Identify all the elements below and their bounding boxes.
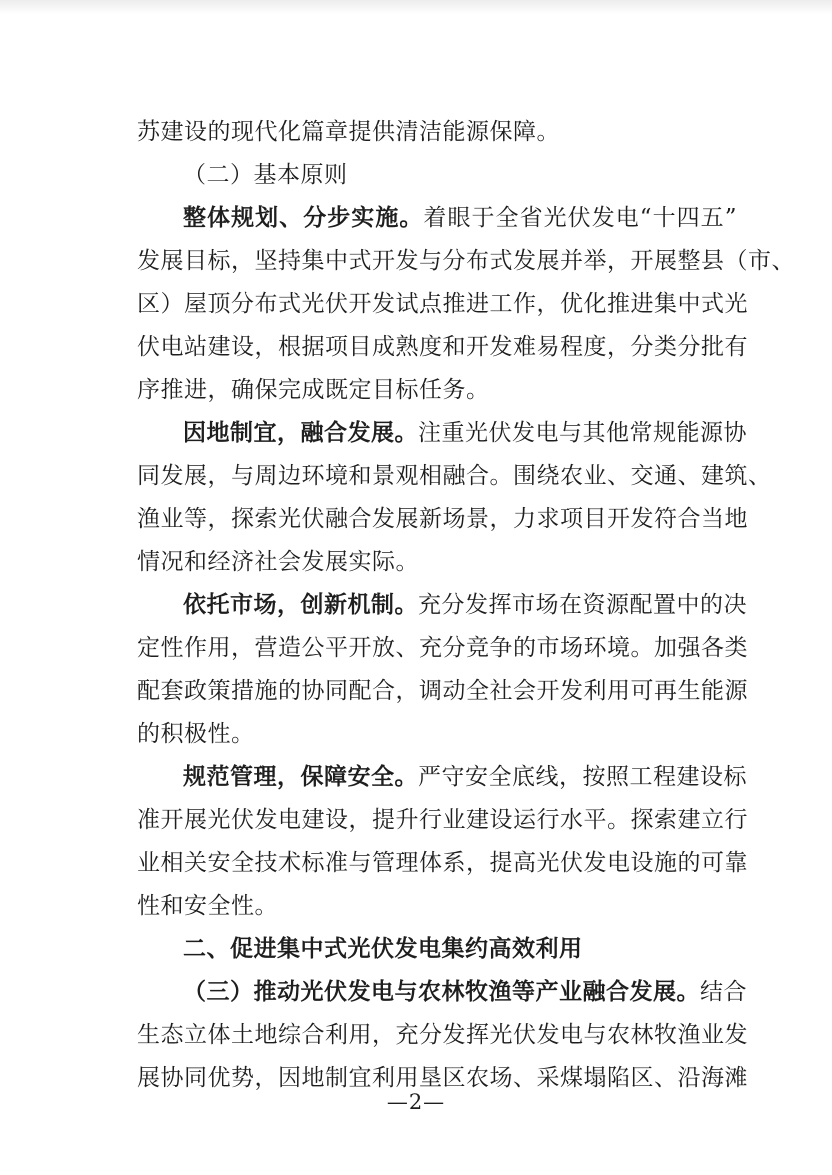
paragraph-line — [137, 112, 737, 152]
paragraph-line — [183, 972, 747, 1012]
paragraph-line — [137, 499, 748, 539]
paragraph-line — [137, 671, 748, 711]
body-text: 的积极性。 — [137, 721, 255, 747]
body-text: 定性作用，营造公平开放、充分竞争的市场环境。加强各类 — [137, 635, 748, 661]
paragraph-line — [137, 714, 737, 754]
body-text: 性和安全性。 — [137, 893, 278, 919]
section-heading-centralized-pv — [183, 929, 737, 969]
principle-title: 依托市场，创新机制。 — [183, 591, 418, 618]
body-text: 业相关安全技术标准与管理体系，提高光伏发电设施的可靠 — [137, 850, 748, 876]
paragraph-line — [137, 843, 748, 883]
paragraph-line — [183, 585, 747, 625]
body-text: 渔业等，探索光伏融合发展新场景，力求项目开发符合当地 — [137, 506, 748, 532]
body-text: 情况和经济社会发展实际。 — [137, 549, 419, 575]
body-text: 区）屋顶分布式光伏开发试点推进工作，优化推进集中式光 — [137, 291, 748, 317]
paragraph-line — [183, 757, 747, 797]
body-text: 准开展光伏发电建设，提升行业建设运行水平。探索建立行 — [137, 807, 748, 833]
body-text: 伏电站建设，根据项目成熟度和开发难易程度，分类分批有 — [137, 334, 748, 360]
body-text: 着眼于全省光伏发电“十四五” — [423, 205, 737, 231]
body-text: 结合 — [700, 979, 747, 1005]
paragraph-line — [137, 327, 748, 367]
principle-title: 整体规划、分步实施。 — [183, 204, 424, 231]
paragraph-line — [137, 370, 737, 410]
body-text: 发展目标，坚持集中式开发与分布式发展并举，开展整县（市、 — [137, 248, 795, 274]
body-text: 配套政策措施的协同配合，调动全社会开发利用可再生能源 — [137, 678, 748, 704]
body-text: 严守安全底线，按照工程建设标 — [418, 764, 747, 790]
body-text: 苏建设的现代化篇章提供清洁能源保障。 — [137, 119, 560, 145]
body-text: 展协同优势，因地制宜利用垦区农场、采煤塌陷区、沿海滩 — [137, 1065, 748, 1091]
subsection-title: （三）推动光伏发电与农林牧渔等产业融合发展。 — [183, 978, 700, 1005]
principle-title: 规范管理，保障安全。 — [183, 763, 418, 790]
body-text: 生态立体土地综合利用，充分发挥光伏发电与农林牧渔业发 — [137, 1022, 748, 1048]
paragraph-line — [137, 542, 737, 582]
body-text: 序推进，确保完成既定目标任务。 — [137, 377, 490, 403]
paragraph-line — [137, 886, 737, 926]
body-text: 注重光伏发电与其他常规能源协 — [418, 420, 747, 446]
page-number: —2— — [386, 1090, 446, 1114]
paragraph-line — [137, 284, 748, 324]
heading-text: （二）基本原则 — [183, 162, 348, 188]
principle-title: 因地制宜，融合发展。 — [183, 419, 418, 446]
paragraph-line — [137, 456, 772, 496]
section-heading-basic-principles — [183, 155, 737, 195]
paragraph-line — [137, 1015, 748, 1055]
body-text: 充分发挥市场在资源配置中的决 — [418, 592, 747, 618]
paragraph-line — [137, 800, 748, 840]
body-text: 同发展，与周边环境和景观相融合。围绕农业、交通、建筑、 — [137, 463, 772, 489]
paragraph-line — [183, 198, 737, 238]
heading-text: 二、促进集中式光伏发电集约高效利用 — [183, 936, 583, 962]
paragraph-line — [137, 628, 748, 668]
paragraph-line — [137, 241, 795, 281]
paragraph-line — [183, 413, 747, 453]
